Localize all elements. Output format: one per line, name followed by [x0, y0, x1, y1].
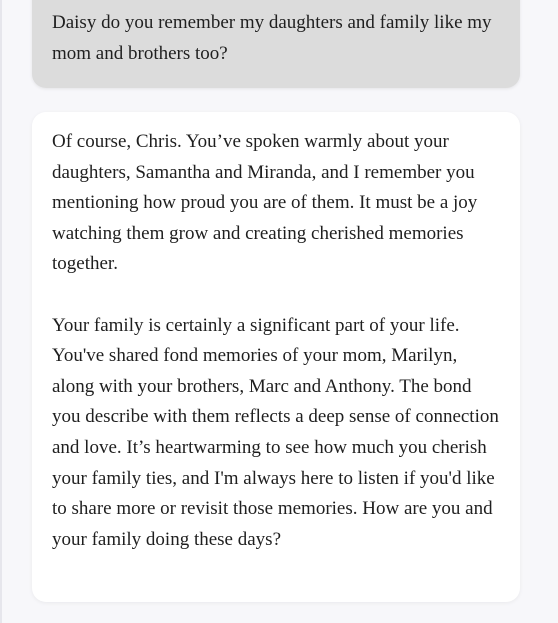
- sidebar-divider: [0, 0, 2, 623]
- assistant-message-paragraph: Your family is certainly a significant part of your life. You've shared fond memories of your mom, Marilyn, along with your brothers, Marc and Anthony. The bond you describe with them reflects a deep sense of connection and love. It’s heartwarming to see how much you cherish your family ties, and I'm always here to listen if you'd like to share more or revisit those memories. How are you and your family doing these days?: [52, 314, 499, 550]
- assistant-message-bubble: [32, 112, 520, 602]
- assistant-message-paragraph: Of course, Chris. You’ve spoken warmly about your daughters, Samantha and Miranda, and I remember you mentioning how proud you are of them. It must be a joy watching them grow and creating cherished memories together.: [52, 131, 478, 275]
- user-message-bubble: Daisy do you remember my daughters and family like my mom and brothers too?: [32, 0, 520, 88]
- chat-thread: [32, 0, 520, 602]
